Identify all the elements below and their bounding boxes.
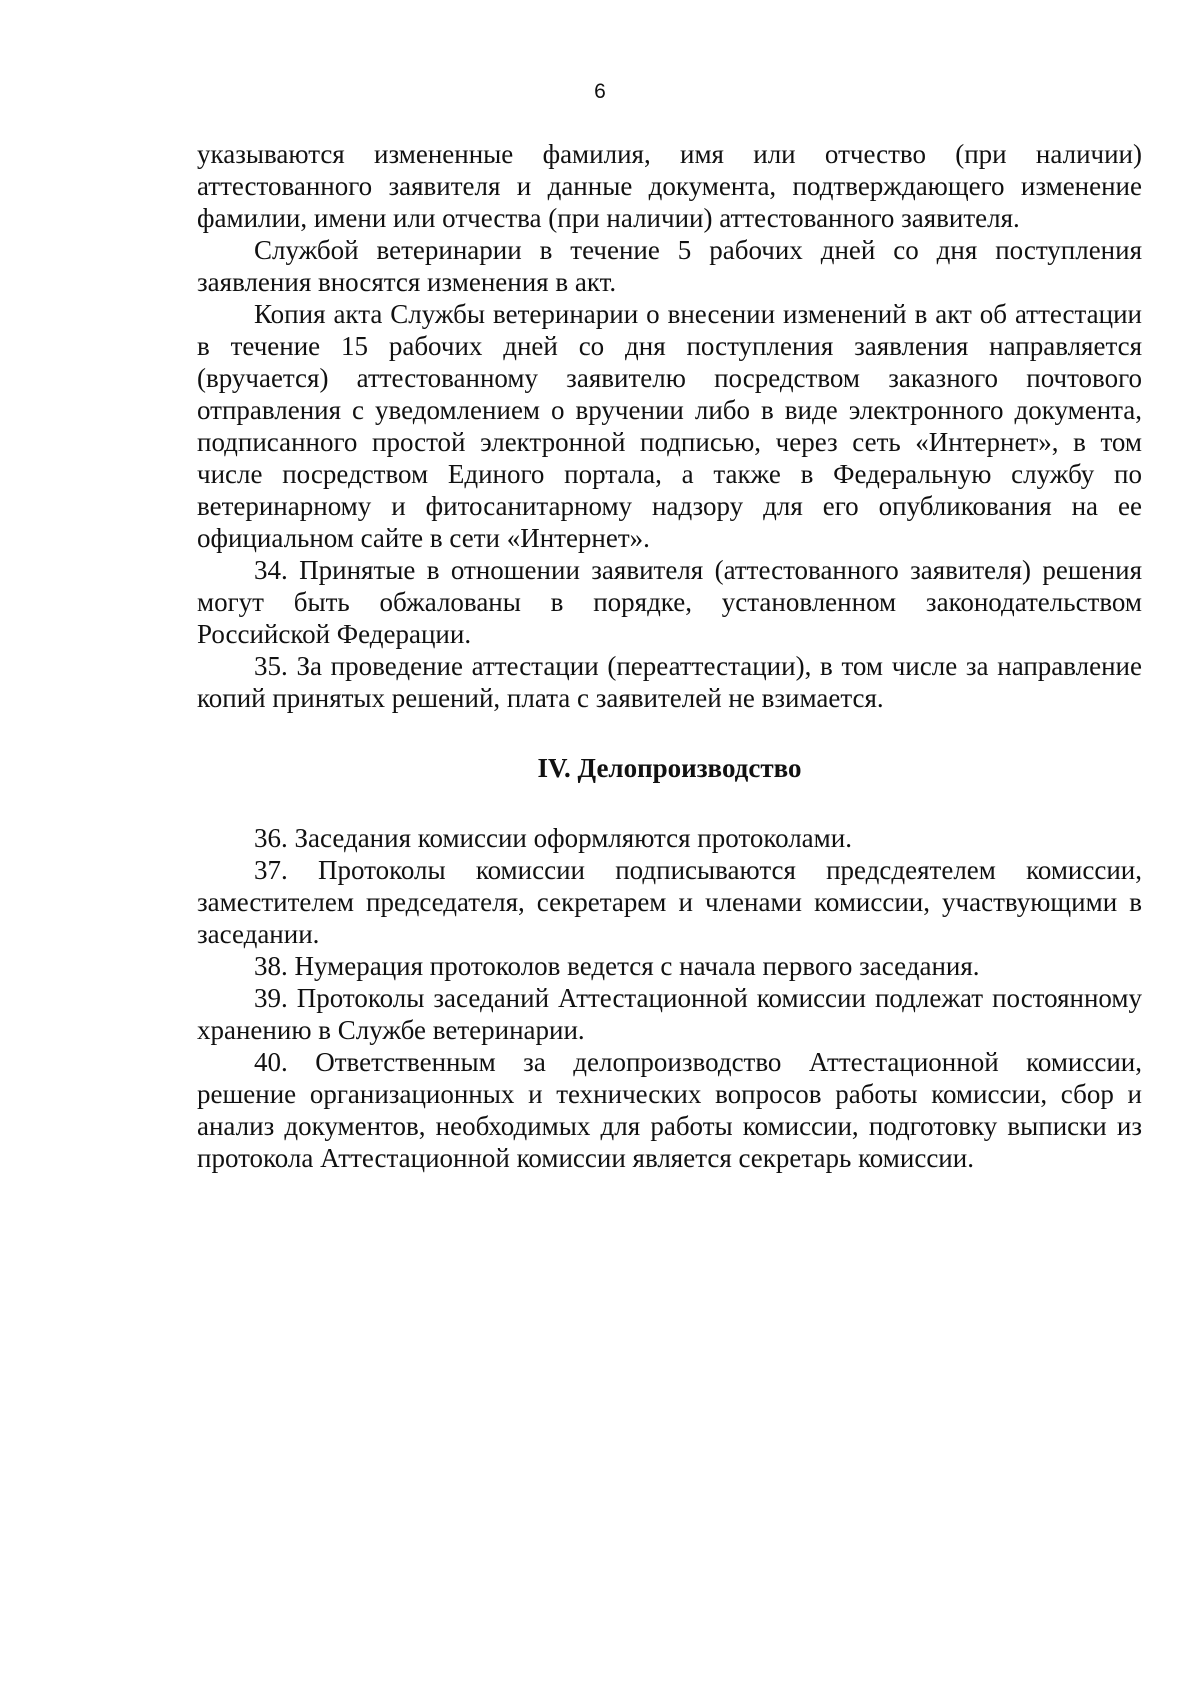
paragraph-37: 37. Протоколы комиссии подписываются предсдеятелем комиссии, заместителем председателя, секретарем и членами комиссии, участвующими в заседании.: [197, 855, 1142, 949]
paragraph-35: 35. За проведение аттестации (переаттестации), в том числе за направление копий принятых решений, плата с заявителей не взимается.: [197, 651, 1142, 713]
page-number: 6: [594, 80, 606, 103]
document-body: [197, 138, 1142, 1174]
paragraph-continuation: указываются измененные фамилия, имя или отчество (при наличии) аттестованного заявителя и данные документа, подтверждающего изменение фамилии, имени или отчества (при наличии) аттестованного заявителя.: [197, 139, 1142, 233]
paragraph-act-changes: Службой ветеринарии в течение 5 рабочих дней со дня поступления заявления вносятся изменения в акт.: [197, 235, 1142, 297]
paragraph-34: 34. Принятые в отношении заявителя (аттестованного заявителя) решения могут быть обжалованы в порядке, установленном законодательством Российской Федерации.: [197, 555, 1142, 649]
paragraph-40: 40. Ответственным за делопроизводство Аттестационной комиссии, решение организационных и технических вопросов работы комиссии, сбор и анализ документов, необходимых для работы комиссии, подготовку выписки из протокола Аттестационной комиссии является секретарь комиссии.: [197, 1047, 1142, 1173]
paragraph-38: 38. Нумерация протоколов ведется с начала первого заседания.: [254, 951, 980, 981]
paragraph-36: 36. Заседания комиссии оформляются протоколами.: [254, 823, 852, 853]
section-heading: IV. Делопроизводство: [537, 753, 802, 783]
paragraph-act-copy: Копия акта Службы ветеринарии о внесении изменений в акт об аттестации в течение 15 рабочих дней со дня поступления заявления направляется (вручается) аттестованному заявителю посредством заказного почтового отправления с уведомлением о вручении либо в виде электронного документа, подписанного простой электронной подписью, через сеть «Интернет», в том числе посредством Единого портала, а также в Федеральную службу по ветеринарному и фитосанитарному надзору для его опубликования на ее официальном сайте в сети «Интернет».: [197, 299, 1142, 553]
paragraph-39: 39. Протоколы заседаний Аттестационной комиссии подлежат постоянному хранению в Службе ветеринарии.: [197, 983, 1142, 1045]
